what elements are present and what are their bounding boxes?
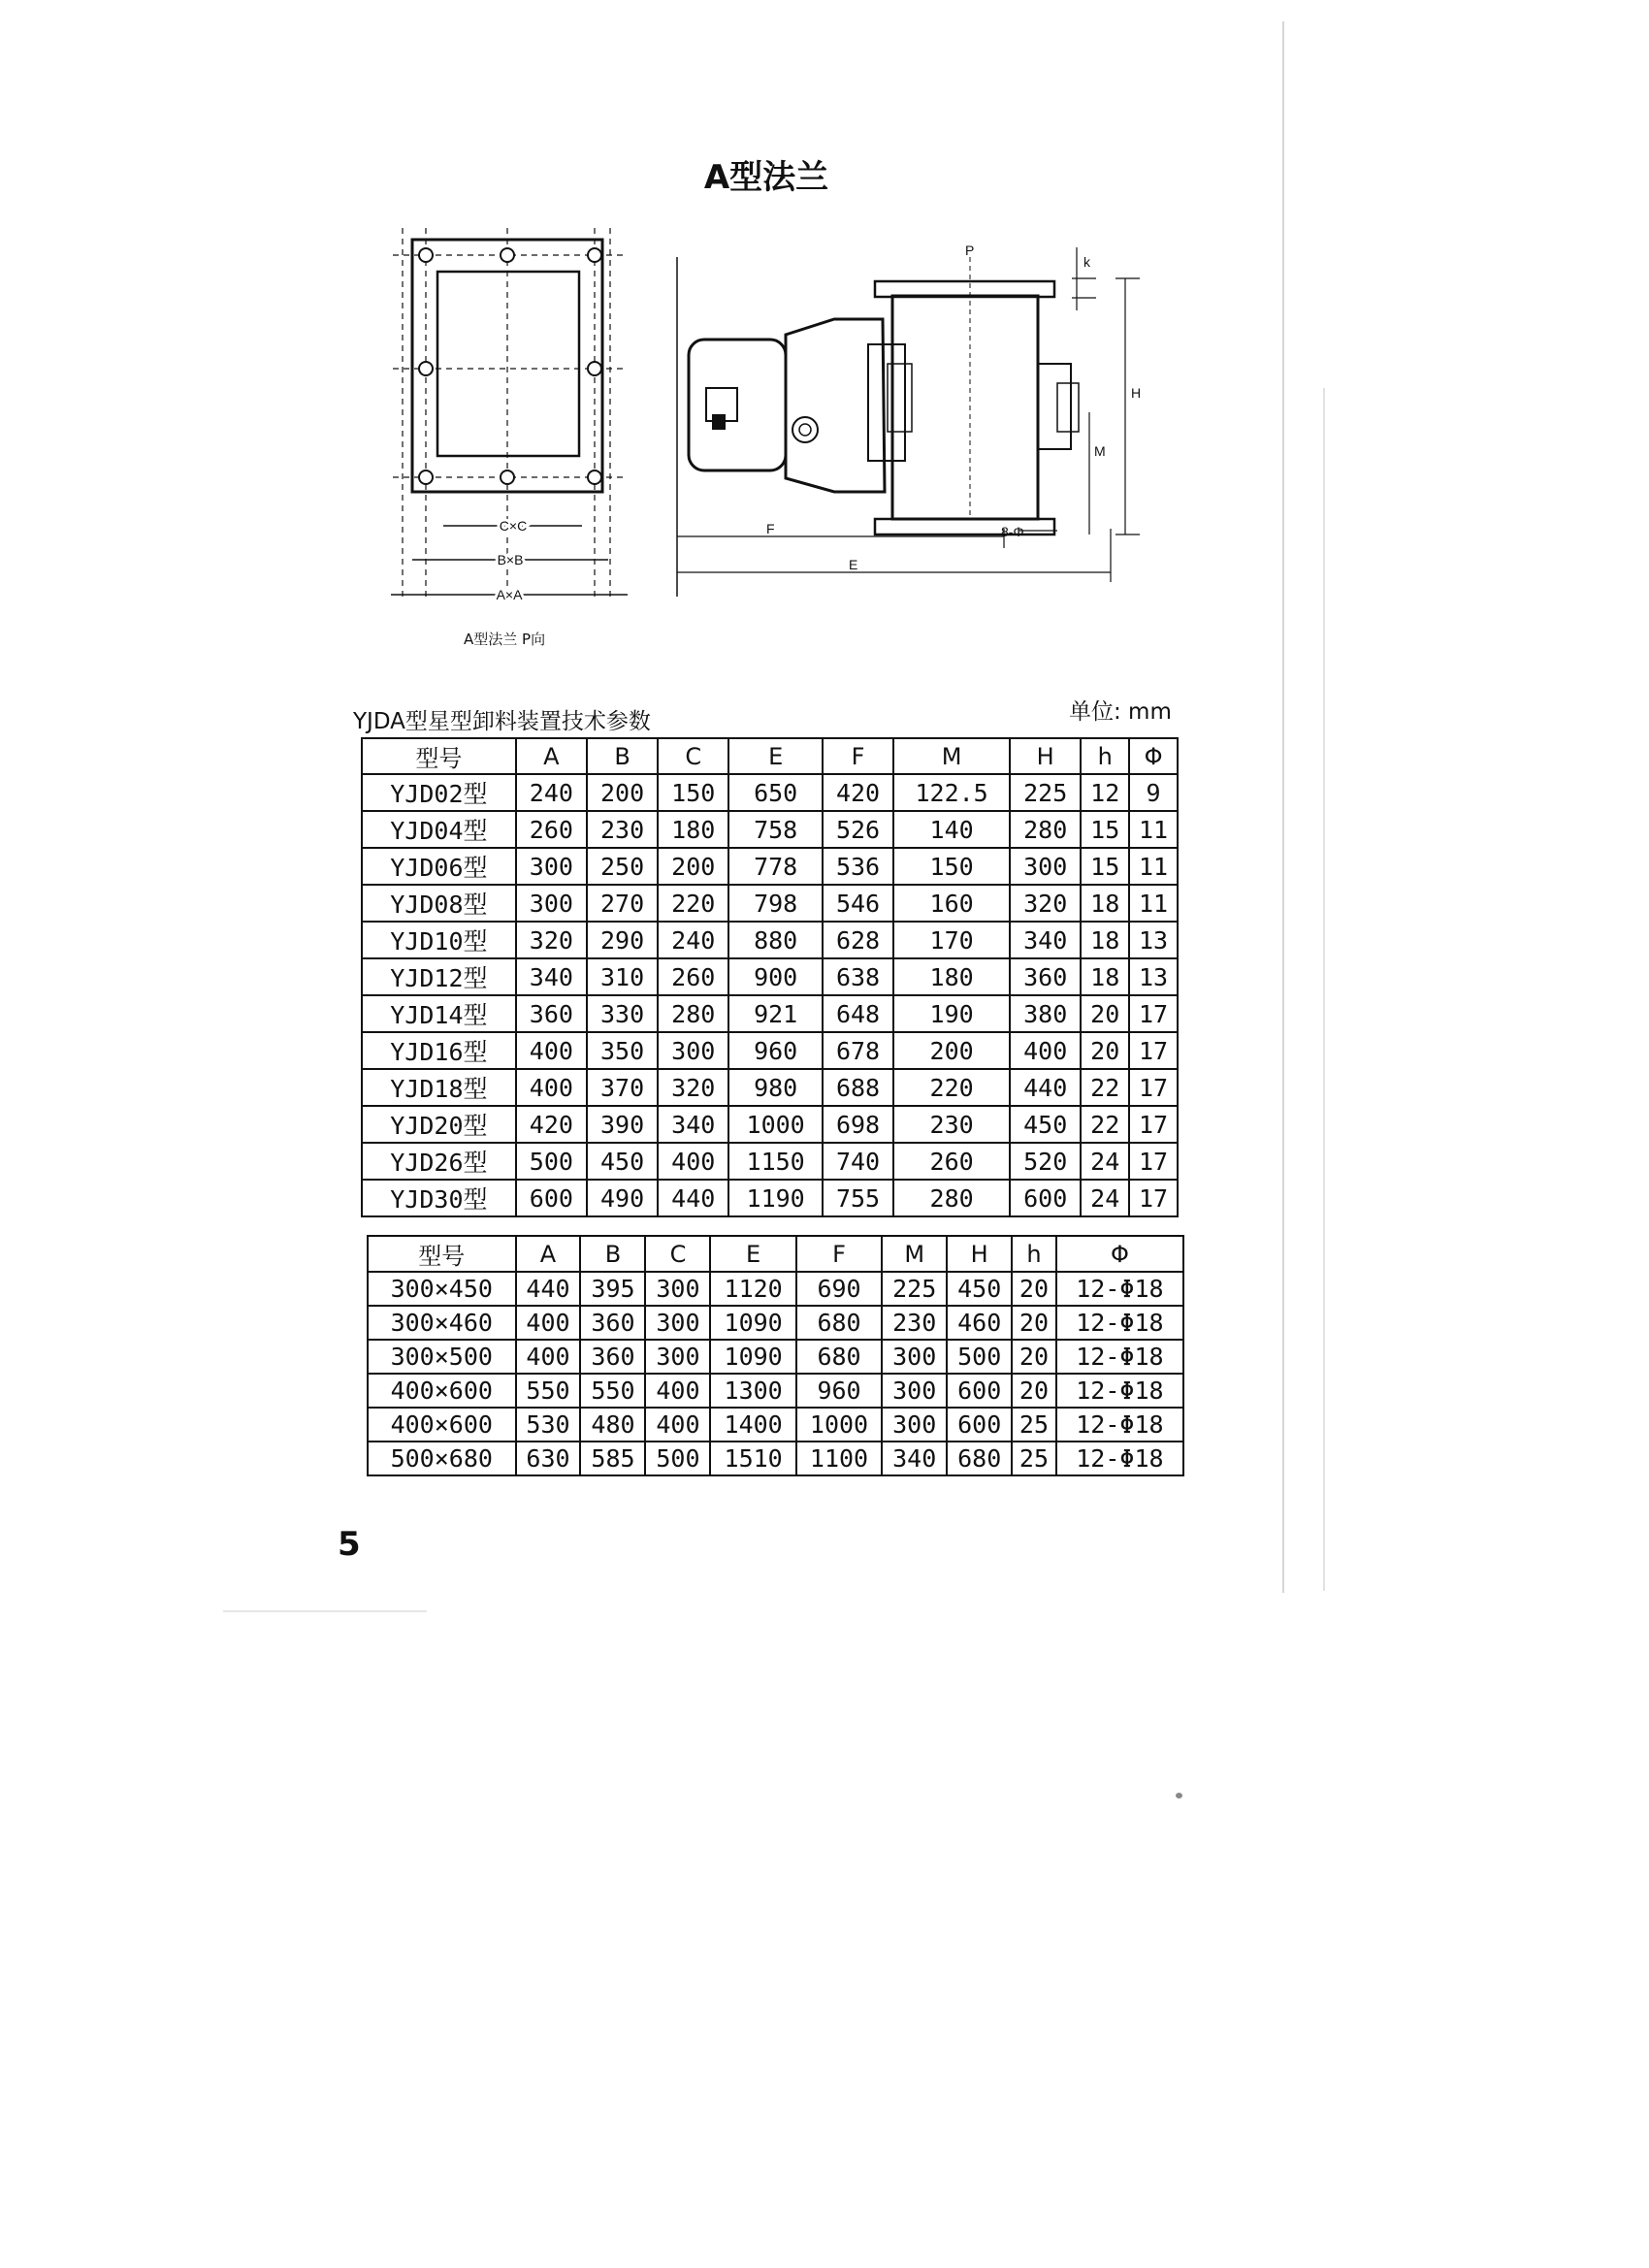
table-cell: 220 — [893, 1069, 1010, 1106]
table-cell: 400 — [516, 1032, 587, 1069]
column-header: Φ — [1056, 1236, 1183, 1272]
table-cell: 960 — [796, 1374, 882, 1408]
label-p: P — [965, 243, 975, 258]
column-header: E — [710, 1236, 795, 1272]
table-cell: 370 — [587, 1069, 658, 1106]
page-number: 5 — [338, 1525, 361, 1564]
table-cell: 1000 — [728, 1106, 823, 1143]
column-header: 型号 — [368, 1236, 516, 1272]
table-cell: 420 — [823, 774, 893, 811]
table-cell: 755 — [823, 1180, 893, 1216]
table-cell: 600 — [947, 1374, 1012, 1408]
table-cell: 648 — [823, 995, 893, 1032]
table-cell: 280 — [658, 995, 728, 1032]
table-cell: 440 — [658, 1180, 728, 1216]
spec-table-large — [367, 1235, 1184, 1476]
unit-label: 单位: mm — [1069, 699, 1172, 725]
table-cell: 340 — [516, 958, 587, 995]
table-cell: 330 — [587, 995, 658, 1032]
table-cell: 20 — [1012, 1306, 1056, 1340]
table-cell: 150 — [893, 848, 1010, 885]
dim-cxc: C×C — [499, 518, 528, 534]
table-cell: 270 — [587, 885, 658, 922]
scan-speck — [1176, 1793, 1182, 1798]
table-cell: 11 — [1129, 811, 1178, 848]
table-cell: YJD02型 — [362, 774, 516, 811]
table-cell: YJD08型 — [362, 885, 516, 922]
table-cell: 360 — [1010, 958, 1081, 995]
table-cell: 400 — [516, 1069, 587, 1106]
table-cell: 300 — [645, 1272, 710, 1306]
table-cell: 17 — [1129, 995, 1178, 1032]
column-header: 型号 — [362, 738, 516, 774]
table-cell: 20 — [1081, 995, 1129, 1032]
table-cell: YJD12型 — [362, 958, 516, 995]
table-cell: 900 — [728, 958, 823, 995]
table-cell: 310 — [587, 958, 658, 995]
table-row — [368, 1272, 1183, 1306]
table-cell: 480 — [580, 1408, 645, 1442]
table-cell: 546 — [823, 885, 893, 922]
table-cell: 17 — [1129, 1143, 1178, 1180]
table-cell: 500 — [516, 1143, 587, 1180]
table-cell: 18 — [1081, 922, 1129, 958]
bottom-flange — [875, 519, 1054, 535]
table-cell: 280 — [893, 1180, 1010, 1216]
table-cell: 17 — [1129, 1180, 1178, 1216]
table-cell: 300 — [645, 1306, 710, 1340]
table-cell: 22 — [1081, 1106, 1129, 1143]
column-header: A — [516, 1236, 581, 1272]
column-header: E — [728, 738, 823, 774]
table-row — [368, 1408, 1183, 1442]
table-cell: 536 — [823, 848, 893, 885]
table-cell: 25 — [1012, 1442, 1056, 1475]
table-row — [362, 885, 1178, 922]
table-cell: 600 — [516, 1180, 587, 1216]
table-cell: 9 — [1129, 774, 1178, 811]
table-cell: 180 — [658, 811, 728, 848]
table-cell: YJD04型 — [362, 811, 516, 848]
table-cell: 600 — [1010, 1180, 1081, 1216]
table-title: YJDA型星型卸料装置技术参数 — [353, 709, 651, 734]
table-cell: 1000 — [796, 1408, 882, 1442]
table-cell: 400 — [1010, 1032, 1081, 1069]
table-row — [362, 922, 1178, 958]
table-cell: 520 — [1010, 1143, 1081, 1180]
dim-axa: A×A — [496, 587, 523, 602]
table-cell: 25 — [1012, 1408, 1056, 1442]
table-cell: 420 — [516, 1106, 587, 1143]
table-cell: 12-Φ18 — [1056, 1340, 1183, 1374]
table-cell: 11 — [1129, 885, 1178, 922]
table-cell: 880 — [728, 922, 823, 958]
table-cell: 758 — [728, 811, 823, 848]
table-cell: 340 — [658, 1106, 728, 1143]
table-cell: 320 — [1010, 885, 1081, 922]
column-header: M — [882, 1236, 947, 1272]
table-cell: 1120 — [710, 1272, 795, 1306]
table-cell: 440 — [1010, 1069, 1081, 1106]
table-cell: 1090 — [710, 1306, 795, 1340]
valve-side-view — [660, 238, 1164, 611]
table-cell: 300 — [882, 1408, 947, 1442]
table-cell: 320 — [516, 922, 587, 958]
table-cell: 798 — [728, 885, 823, 922]
table-cell: 230 — [587, 811, 658, 848]
table-cell: 450 — [947, 1272, 1012, 1306]
table-cell: 170 — [893, 922, 1010, 958]
table-row — [368, 1374, 1183, 1408]
column-header: F — [823, 738, 893, 774]
bolt-hole — [501, 248, 514, 262]
table-cell: 17 — [1129, 1069, 1178, 1106]
table-cell: 638 — [823, 958, 893, 995]
table-cell: 180 — [893, 958, 1010, 995]
table-cell: 960 — [728, 1032, 823, 1069]
table-cell: 200 — [658, 848, 728, 885]
label-k: k — [1083, 254, 1090, 270]
table-cell: 340 — [882, 1442, 947, 1475]
table-cell: 11 — [1129, 848, 1178, 885]
table-cell: 630 — [516, 1442, 581, 1475]
table-row — [362, 811, 1178, 848]
table-cell: 1400 — [710, 1408, 795, 1442]
label-f: F — [766, 521, 775, 536]
table-cell: 280 — [1010, 811, 1081, 848]
column-header: H — [947, 1236, 1012, 1272]
table-cell: 1090 — [710, 1340, 795, 1374]
label-h: H — [1131, 385, 1142, 401]
valve-body — [892, 296, 1038, 519]
page-edge-line — [1323, 388, 1325, 1591]
table-row — [362, 1032, 1178, 1069]
table-header-row — [368, 1236, 1183, 1272]
table-cell: 320 — [658, 1069, 728, 1106]
table-cell: 550 — [516, 1374, 581, 1408]
table-cell: 300 — [516, 848, 587, 885]
table-cell: 585 — [580, 1442, 645, 1475]
table-cell: 400 — [516, 1340, 581, 1374]
column-header: F — [796, 1236, 882, 1272]
column-header: M — [893, 738, 1010, 774]
table-cell: 12-Φ18 — [1056, 1408, 1183, 1442]
table-cell: 380 — [1010, 995, 1081, 1032]
table-cell: 200 — [587, 774, 658, 811]
table-cell: 225 — [1010, 774, 1081, 811]
table-cell: 230 — [893, 1106, 1010, 1143]
table-cell: 300 — [516, 885, 587, 922]
table-cell: YJD14型 — [362, 995, 516, 1032]
table-row — [362, 774, 1178, 811]
table-cell: 921 — [728, 995, 823, 1032]
table-cell: 680 — [796, 1306, 882, 1340]
table-cell: 250 — [587, 848, 658, 885]
table-cell: 300×450 — [368, 1272, 516, 1306]
table-cell: 400×600 — [368, 1408, 516, 1442]
table-cell: 240 — [516, 774, 587, 811]
table-cell: 160 — [893, 885, 1010, 922]
table-cell: 530 — [516, 1408, 581, 1442]
table-cell: 12-Φ18 — [1056, 1306, 1183, 1340]
table-cell: 740 — [823, 1143, 893, 1180]
table-cell: 628 — [823, 922, 893, 958]
table-cell: 500 — [645, 1442, 710, 1475]
table-cell: YJD26型 — [362, 1143, 516, 1180]
table-cell: 1300 — [710, 1374, 795, 1408]
page-title: A型法兰 — [703, 158, 829, 197]
table-cell: 18 — [1081, 958, 1129, 995]
bolt-hole — [419, 470, 433, 484]
table-cell: 18 — [1081, 885, 1129, 922]
table-cell: 778 — [728, 848, 823, 885]
table-cell: 300 — [882, 1374, 947, 1408]
table-cell: 400×600 — [368, 1374, 516, 1408]
table-row — [368, 1442, 1183, 1475]
spec-table-yjd — [361, 737, 1179, 1217]
page-edge-line — [1282, 21, 1284, 1593]
column-header: C — [645, 1236, 710, 1272]
table-cell: 17 — [1129, 1106, 1178, 1143]
table-cell: 400 — [645, 1408, 710, 1442]
column-header: C — [658, 738, 728, 774]
table-cell: 390 — [587, 1106, 658, 1143]
table-cell: 360 — [516, 995, 587, 1032]
table-cell: 1510 — [710, 1442, 795, 1475]
bolt-hole — [501, 470, 514, 484]
table-cell: 12-Φ18 — [1056, 1374, 1183, 1408]
table-cell: 122.5 — [893, 774, 1010, 811]
bolt-hole — [588, 470, 601, 484]
table-cell: 1190 — [728, 1180, 823, 1216]
column-header: B — [580, 1236, 645, 1272]
table-cell: YJD30型 — [362, 1180, 516, 1216]
table-cell: 440 — [516, 1272, 581, 1306]
table-cell: 450 — [1010, 1106, 1081, 1143]
table-cell: 600 — [947, 1408, 1012, 1442]
table-cell: 22 — [1081, 1069, 1129, 1106]
table-cell: 500 — [947, 1340, 1012, 1374]
table-cell: 300 — [882, 1340, 947, 1374]
table-cell: YJD06型 — [362, 848, 516, 885]
bolt-hole — [419, 362, 433, 375]
table-cell: 15 — [1081, 811, 1129, 848]
table-row — [362, 958, 1178, 995]
bolt-hole — [419, 248, 433, 262]
table-cell: 650 — [728, 774, 823, 811]
table-cell: 680 — [796, 1340, 882, 1374]
column-header: H — [1010, 738, 1081, 774]
table-cell: 300 — [1010, 848, 1081, 885]
table-cell: 550 — [580, 1374, 645, 1408]
table-cell: 190 — [893, 995, 1010, 1032]
table-cell: 12-Φ18 — [1056, 1442, 1183, 1475]
table-header-row — [362, 738, 1178, 774]
scan-artifact-line — [223, 1610, 427, 1612]
table-cell: 12-Φ18 — [1056, 1272, 1183, 1306]
table-cell: 460 — [947, 1306, 1012, 1340]
table-cell: 300 — [645, 1340, 710, 1374]
table-cell: 20 — [1012, 1272, 1056, 1306]
dim-bxb: B×B — [497, 552, 524, 567]
column-header: Φ — [1129, 738, 1178, 774]
table-cell: 680 — [947, 1442, 1012, 1475]
table-cell: YJD18型 — [362, 1069, 516, 1106]
column-header: h — [1081, 738, 1129, 774]
table-cell: 24 — [1081, 1143, 1129, 1180]
label-e: E — [849, 557, 858, 572]
table-cell: 24 — [1081, 1180, 1129, 1216]
table-cell: 360 — [580, 1306, 645, 1340]
table-cell: 395 — [580, 1272, 645, 1306]
table-cell: 678 — [823, 1032, 893, 1069]
table-cell: YJD20型 — [362, 1106, 516, 1143]
column-header: B — [587, 738, 658, 774]
table-row — [368, 1306, 1183, 1340]
table-cell: 17 — [1129, 1032, 1178, 1069]
table-cell: YJD10型 — [362, 922, 516, 958]
table-cell: 15 — [1081, 848, 1129, 885]
table-cell: 290 — [587, 922, 658, 958]
table-cell: 340 — [1010, 922, 1081, 958]
table-cell: 1150 — [728, 1143, 823, 1180]
table-cell: 526 — [823, 811, 893, 848]
figure-caption: A型法兰 P向 — [464, 631, 546, 648]
column-header: A — [516, 738, 587, 774]
table-cell: 260 — [658, 958, 728, 995]
table-cell: 500×680 — [368, 1442, 516, 1475]
table-cell: 140 — [893, 811, 1010, 848]
table-cell: 1100 — [796, 1442, 882, 1475]
label-holes: 8-Φ — [1001, 524, 1024, 539]
table-cell: 220 — [658, 885, 728, 922]
bolt-hole — [588, 248, 601, 262]
table-cell: 350 — [587, 1032, 658, 1069]
table-cell: 13 — [1129, 922, 1178, 958]
table-cell: 490 — [587, 1180, 658, 1216]
table-cell: 20 — [1012, 1340, 1056, 1374]
table-row — [362, 995, 1178, 1032]
table-cell: 980 — [728, 1069, 823, 1106]
table-cell: 12 — [1081, 774, 1129, 811]
bolt-hole — [588, 362, 601, 375]
table-cell: 150 — [658, 774, 728, 811]
table-cell: 360 — [580, 1340, 645, 1374]
table-cell: YJD16型 — [362, 1032, 516, 1069]
table-cell: 400 — [658, 1143, 728, 1180]
table-cell: 260 — [893, 1143, 1010, 1180]
table-cell: 690 — [796, 1272, 882, 1306]
table-cell: 688 — [823, 1069, 893, 1106]
table-cell: 260 — [516, 811, 587, 848]
table-cell: 13 — [1129, 958, 1178, 995]
flange-opening — [437, 272, 579, 456]
table-row — [368, 1340, 1183, 1374]
table-cell: 300×460 — [368, 1306, 516, 1340]
label-m: M — [1094, 443, 1106, 459]
table-row — [362, 1069, 1178, 1106]
table-row — [362, 1143, 1178, 1180]
table-row — [362, 1106, 1178, 1143]
table-cell: 698 — [823, 1106, 893, 1143]
table-cell: 240 — [658, 922, 728, 958]
table-cell: 230 — [882, 1306, 947, 1340]
table-row — [362, 1180, 1178, 1216]
column-header: h — [1012, 1236, 1056, 1272]
table-cell: 225 — [882, 1272, 947, 1306]
table-cell: 20 — [1081, 1032, 1129, 1069]
table-cell: 450 — [587, 1143, 658, 1180]
table-cell: 400 — [645, 1374, 710, 1408]
table-row — [362, 848, 1178, 885]
table-cell: 300×500 — [368, 1340, 516, 1374]
flange-front-view — [383, 209, 645, 616]
table-cell: 200 — [893, 1032, 1010, 1069]
table-cell: 400 — [516, 1306, 581, 1340]
table-cell: 300 — [658, 1032, 728, 1069]
table-cell: 20 — [1012, 1374, 1056, 1408]
